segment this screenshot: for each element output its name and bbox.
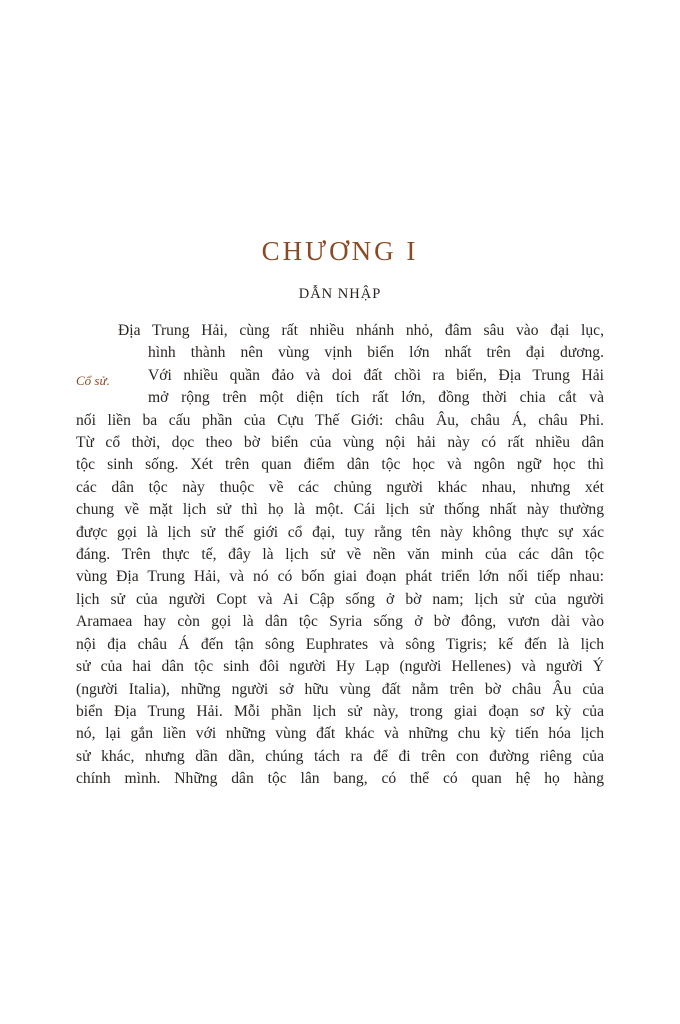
text-line: các dân tộc này thuộc về các chủng người khác nhau, nhưng xét (76, 478, 604, 496)
text-line: sử của hai dân tộc sinh đôi người Hy Lạp (người Hellenes) và người Ý (76, 658, 604, 676)
text-line: được gọi là lịch sử thế giới cổ đại, tuy rằng tên này không thực sự xác (76, 523, 604, 541)
chapter-title: CHƯƠNG I (261, 236, 419, 266)
body-paragraph (76, 320, 604, 791)
text-line: Aramaea hay còn gọi là dân tộc Syria sống ở bờ đông, vươn dài vào (76, 613, 604, 631)
text-line: vùng Địa Trung Hải, và nó có bốn giai đoạn phát triển lớn nối tiếp nhau: (76, 568, 604, 586)
text-line: nội địa châu Á đến tận sông Euphrates và sông Tigris; kế đến là lịch (76, 635, 604, 653)
section-title: DẪN NHẬP (298, 286, 382, 302)
text-line: Với nhiều quần đảo và doi đất chồi ra biển, Địa Trung Hải (148, 366, 604, 384)
text-line: biển Địa Trung Hải. Mỗi phần lịch sử này, trong giai đoạn sơ kỳ của (76, 702, 604, 720)
margin-note: Cổ sử. (76, 373, 110, 388)
text-line: chung về mặt lịch sử thì họ là một. Cái lịch sử thống nhất này thường (76, 501, 604, 519)
text-line: Từ cổ thời, dọc theo bờ biển của vùng nội hải này có rất nhiều dân (76, 434, 604, 452)
text-line: lịch sử của người Copt và Ai Cập sống ở bờ nam; lịch sử của người (76, 590, 604, 608)
text-line: (người Italia), những người sở hữu vùng đất nằm trên bờ châu Âu của (76, 680, 604, 698)
text-line: mở rộng trên một diện tích rất lớn, đồng thời chia cắt và (148, 389, 604, 407)
text-line: tộc sinh sống. Xét trên quan điểm dân tộc học và ngôn ngữ học thì (76, 456, 604, 474)
text-line: chính mình. Những dân tộc lân bang, có thể có quan hệ họ hàng (76, 770, 604, 788)
text-line: nối liền ba cấu phần của Cựu Thế Giới: châu Âu, châu Á, châu Phi. (76, 411, 604, 429)
text-line: Địa Trung Hải, cùng rất nhiều nhánh nhỏ, đâm sâu vào đại lục, (118, 322, 604, 339)
text-line: sử khác, nhưng dần dần, chúng tách ra để đi trên con đường riêng của (76, 747, 604, 765)
text-line: nó, lại gắn liền với những vùng đất khác và những chu kỳ tiến hóa lịch (76, 725, 604, 743)
text-line: đáng. Trên thực tế, đây là lịch sử về nền văn minh của các dân tộc (76, 546, 604, 564)
text-line: hình thành nên vùng vịnh biển lớn nhất trên đại dương. (148, 344, 604, 362)
